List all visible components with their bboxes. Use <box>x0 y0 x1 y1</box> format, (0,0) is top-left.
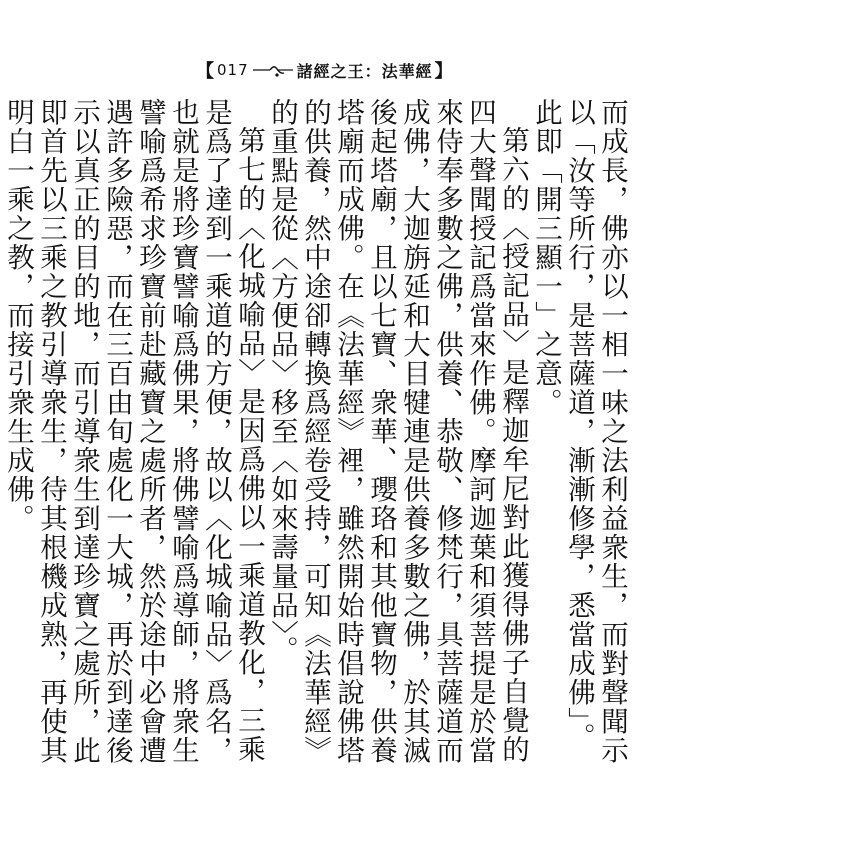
running-header <box>196 58 454 82</box>
vertical-body-text <box>2 98 628 768</box>
paragraph-chapter-seven: 第七的〈化城喻品〉是因爲佛以一乘道教化，三乘是爲了達到一乘道的方便，故以〈化城喻品〉爲名，也就是將珍寶譬喻爲佛果，將佛譬喻爲導師，將衆生譬喻爲希求珍寶前赴藏寶之處所者，然於途中必會遭遇許多險惡，而在三百由旬處化一大城，再於到達後示以真正的目的地，而引導衆生到達珍寶之處所，此即首先以三乘之教引導衆生，待其根機成熟，再使其明白一乘之教，而接引衆生成佛。 <box>2 98 265 765</box>
header-close-bracket: 】 <box>434 61 454 82</box>
header-title: 諸經之王：法華經 <box>296 61 433 81</box>
header-ornament-icon <box>253 62 293 78</box>
header-open-bracket: 【 <box>196 61 215 82</box>
paragraph-chapter-six: 第六的〈授記品〉是釋迦牟尼對此獲得佛子自覺的四大聲聞授記爲當來作佛。摩訶迦葉和須菩提是於當來侍奉多數之佛，供養、恭敬、修梵行，具菩薩道而成佛，大迦旃延和大目犍連是供養多數之佛，於其滅後起塔廟，且以七寶、衆華、瓔珞和其他寶物，供養塔廟而成佛。在《法華經》裡，雖然開始時倡說佛塔的供養，然中途卻轉換爲經卷受持，可知《法華經》的重點是從〈方便品〉移至〈如來壽量品〉。 <box>266 98 529 765</box>
paragraph-continuation: 而成長，佛亦以一相一味之法利益衆生，而對聲聞示以「汝等所行，是菩薩道，漸漸修學，悉當成佛」。此即「開三顯一」之意。 <box>530 98 628 765</box>
page-number: 017 <box>217 61 249 79</box>
